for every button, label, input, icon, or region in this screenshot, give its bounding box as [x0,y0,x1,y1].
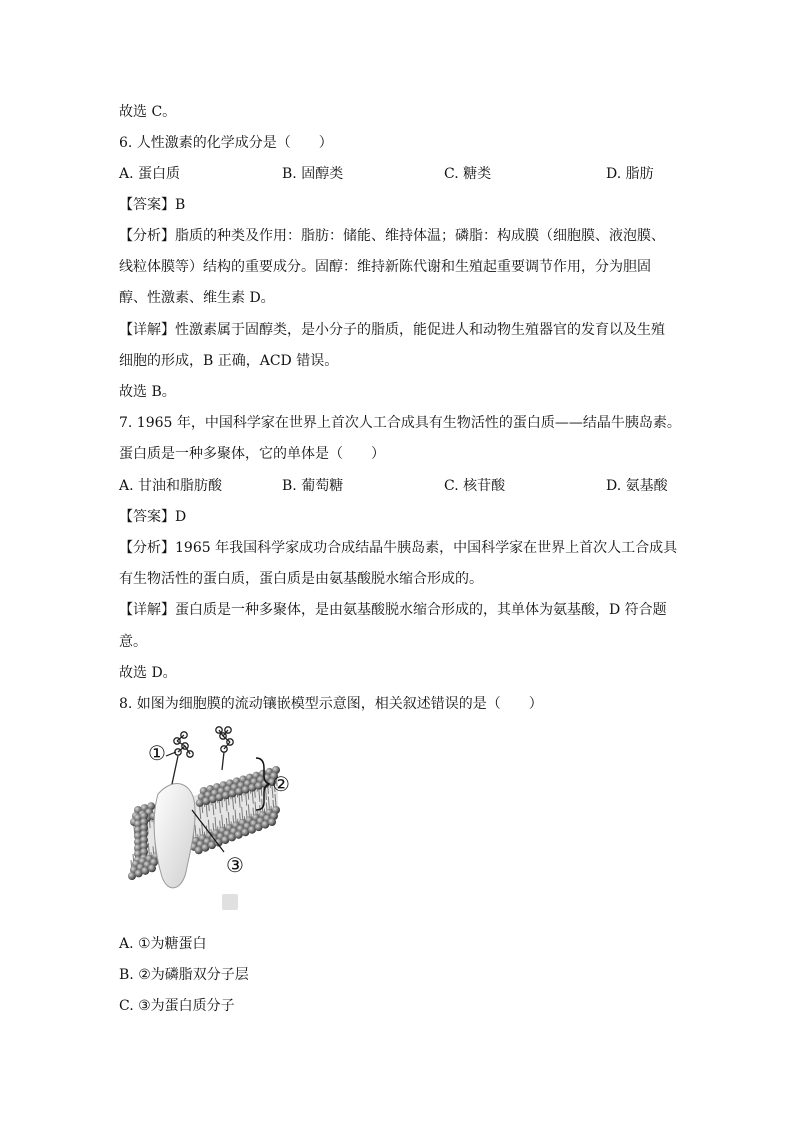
q7-answer: 【答案】D [119,509,187,525]
q6-option-a: A. 蛋白质 [119,166,181,182]
q6-answer: 【答案】B [119,197,186,213]
q7-option-a: A. 甘油和脂肪酸 [119,478,223,494]
membrane-protein [154,784,195,888]
figure-label-2: ② [272,772,290,796]
cell-membrane-figure [128,722,308,922]
q7-detail-line-1: 【详解】蛋白质是一种多聚体，是由氨基酸脱水缩合形成的，其单体为氨基酸，D 符合题 [119,602,667,618]
q7-detail-line-2: 意。 [119,634,147,650]
q6-conclusion: 故选 B。 [119,384,176,400]
q6-stem: 6. 人性激素的化学成分是（ ） [119,135,333,151]
q6-analysis-line-1: 【分析】脂质的种类及作用：脂肪：储能、维持体温；磷脂：构成膜（细胞膜、液泡膜、 [119,228,665,244]
figure-label-3: ③ [226,853,244,877]
q8-option-a: A. ①为糖蛋白 [119,936,207,952]
q6-detail-line-1: 【详解】性激素属于固醇类，是小分子的脂质，能促进人和动物生殖器官的发育以及生殖 [119,322,665,338]
q7-stem-line-2: 蛋白质是一种多聚体，它的单体是（ ） [119,446,385,462]
q6-analysis-line-3: 醇、性激素、维生素 D。 [119,290,275,306]
q7-stem-line-1: 7. 1965 年，中国科学家在世界上首次人工合成具有生物活性的蛋白质——结晶牛胰岛素。 [119,415,681,431]
figure-label-1: ① [148,741,166,765]
q7-option-c: C. 核苷酸 [444,478,506,494]
sugar-chain-1 [172,732,193,784]
q7-option-d: D. 氨基酸 [606,478,668,494]
q6-detail-line-2: 细胞的形成，B 正确，ACD 错误。 [119,353,339,369]
q7-option-b: B. 葡萄糖 [282,478,344,494]
q8-stem: 8. 如图为细胞膜的流动镶嵌模型示意图，相关叙述错误的是（ ） [119,696,543,712]
q6-analysis-line-2: 线粒体膜等）结构的重要成分。固醇：维持新陈代谢和生殖起重要调节作用，分为胆固 [119,259,651,275]
q7-conclusion: 故选 D。 [119,665,177,681]
sugar-chain-2 [216,727,233,770]
q6-option-c: C. 糖类 [444,166,492,182]
q5-conclusion: 故选 C。 [119,104,177,120]
q6-option-d: D. 脂肪 [606,166,654,182]
q7-analysis-line-1: 【分析】1965 年我国科学家成功合成结晶牛胰岛素，中国科学家在世界上首次人工合成具 [119,540,678,556]
q7-analysis-line-2: 有生物活性的蛋白质，蛋白质是由氨基酸脱水缩合形成的。 [119,571,483,587]
figure-artifact [222,894,238,910]
q8-option-c: C. ③为蛋白质分子 [119,998,235,1014]
q6-option-b: B. 固醇类 [282,166,344,182]
q8-option-b: B. ②为磷脂双分子层 [119,967,249,983]
